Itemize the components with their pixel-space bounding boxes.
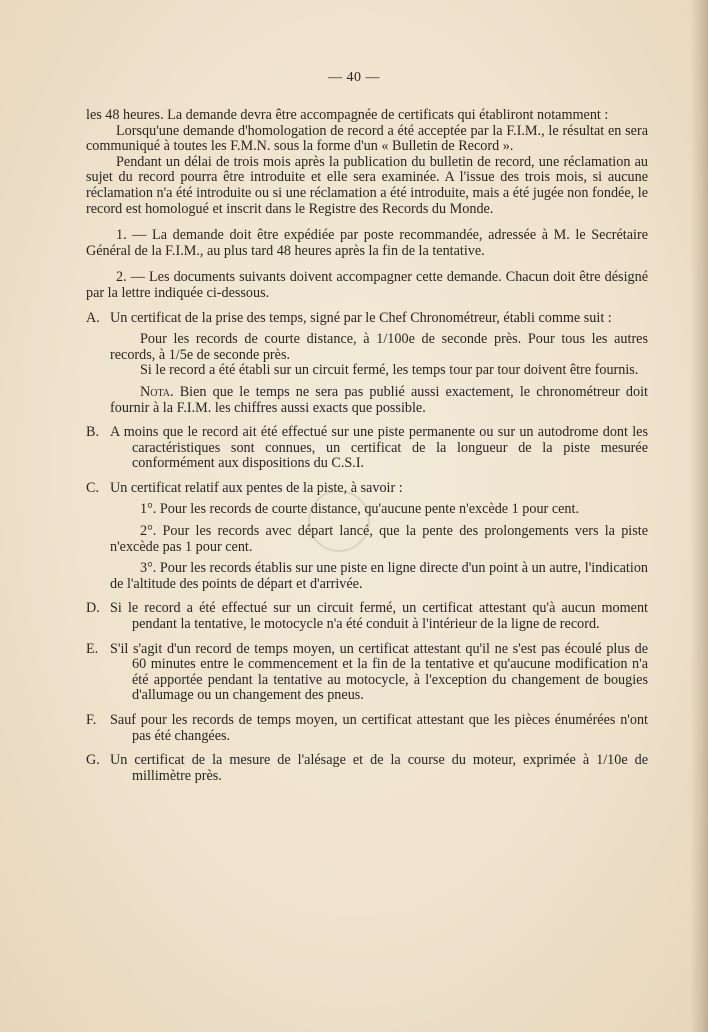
item-d-letter: D. bbox=[86, 600, 100, 617]
page-edge-shadow bbox=[690, 0, 708, 1032]
item-c-point-2: 2°. Pour les records avec départ lancé, que la pente des prolongements vers la piste n'excède pas 1 pour cent. bbox=[110, 523, 648, 555]
numbered-paragraph-2: 2. — Les documents suivants doivent accompagner cette demande. Chacun doit être désigné par la lettre indiquée ci-dessous. bbox=[86, 269, 648, 301]
item-a-subparagraph-1: Pour les records de courte distance, à 1/100e de seconde près. Pour tous les autres records, à 1/5e de seconde près. bbox=[110, 331, 648, 363]
item-c bbox=[86, 481, 648, 593]
item-a bbox=[86, 311, 648, 417]
item-b-text: A moins que le record ait été effectué sur une piste permanente ou sur un autodrome dont les caractéristiques sont connues, un certificat de la longueur de la piste mesurée conformément aux dispositions du C.S.I. bbox=[110, 424, 648, 472]
nota-text: Bien que le temps ne sera pas publié aussi exactement, le chronométreur doit fournir à la F.I.M. les chiffres aussi exacts que possible. bbox=[110, 383, 648, 416]
intro-paragraph-2: Lorsqu'une demande d'homologation de record a été acceptée par la F.I.M., le résultat en sera communiqué à toutes les F.M.N. sous la forme d'un « Bulletin de Record ». bbox=[86, 122, 648, 155]
faint-watermark-stamp bbox=[308, 490, 370, 552]
item-e bbox=[86, 642, 648, 704]
item-c-letter: C. bbox=[86, 479, 100, 496]
numbered-paragraph-1: 1. — La demande doit être expédiée par poste recommandée, adressée à M. le Secrétaire Général de la F.I.M., au plus tard 48 heures après la fin de la tentative. bbox=[86, 227, 648, 259]
item-a-text: Un certificat de la prise des temps, signé par le Chef Chronométreur, établi comme suit : bbox=[110, 309, 612, 326]
item-c-point-3: 3°. Pour les records établis sur une piste en ligne directe d'un point à un autre, l'indication de l'altitude des points de départ et d'arrivée. bbox=[110, 560, 649, 592]
item-a-nota bbox=[110, 385, 648, 416]
nota-label: Nota. bbox=[140, 383, 174, 400]
item-e-letter: E. bbox=[86, 640, 99, 657]
item-g bbox=[86, 753, 648, 784]
item-d-text: Si le record a été effectué sur un circuit fermé, un certificat attestant qu'à aucun moment pendant la tentative, le motocycle n'a été conduit à l'intérieur de la ligne de record. bbox=[110, 600, 648, 633]
item-d bbox=[86, 601, 648, 632]
page-number: — 40 — bbox=[328, 70, 380, 85]
item-f bbox=[86, 713, 648, 744]
item-g-text: Un certificat de la mesure de l'alésage et de la course du moteur, exprimée à 1/10e de millimètre près. bbox=[110, 752, 648, 784]
item-e-text: S'il s'agit d'un record de temps moyen, un certificat attestant qu'il ne s'est pas écoulé plus de 60 minutes entre le commencement et la fin de la tentative et qu'aucune modification n'a été apportée pendant la tentative au motocycle, à l'exception du changement de bougies d'allumage ou un changement des pneus. bbox=[110, 640, 648, 704]
item-f-text: Sauf pour les records de temps moyen, un certificat attestant que les pièces énumérées n'ont pas été changées. bbox=[110, 712, 648, 744]
item-f-letter: F. bbox=[86, 712, 97, 728]
item-a-letter: A. bbox=[86, 309, 100, 326]
item-g-letter: G. bbox=[86, 752, 100, 769]
item-b-letter: B. bbox=[86, 424, 100, 441]
item-c-text: Un certificat relatif aux pentes de la piste, à savoir : bbox=[110, 479, 403, 496]
item-c-point-1: 1°. Pour les records de courte distance, qu'aucune pente n'excède 1 pour cent. bbox=[140, 501, 580, 518]
item-b bbox=[86, 425, 648, 472]
item-a-subparagraph-2: Si le record a été établi sur un circuit fermé, les temps tour par tour doivent être fournis. bbox=[140, 362, 639, 379]
intro-paragraph-1: les 48 heures. La demande devra être accompagnée de certificats qui établiront notamment : bbox=[86, 107, 609, 123]
page-body bbox=[86, 108, 648, 784]
intro-paragraph-3: Pendant un délai de trois mois après la publication du bulletin de record, une réclamation au sujet du record pourra être introduite et elle sera examinée. A l'issue des trois mois, si aucune réclamation n'a été introduite ou si une réclamation a été introduite, mais a été jugée non fondée, le record est homologué et inscrit dans le Registre des Records du Monde. bbox=[86, 153, 648, 217]
